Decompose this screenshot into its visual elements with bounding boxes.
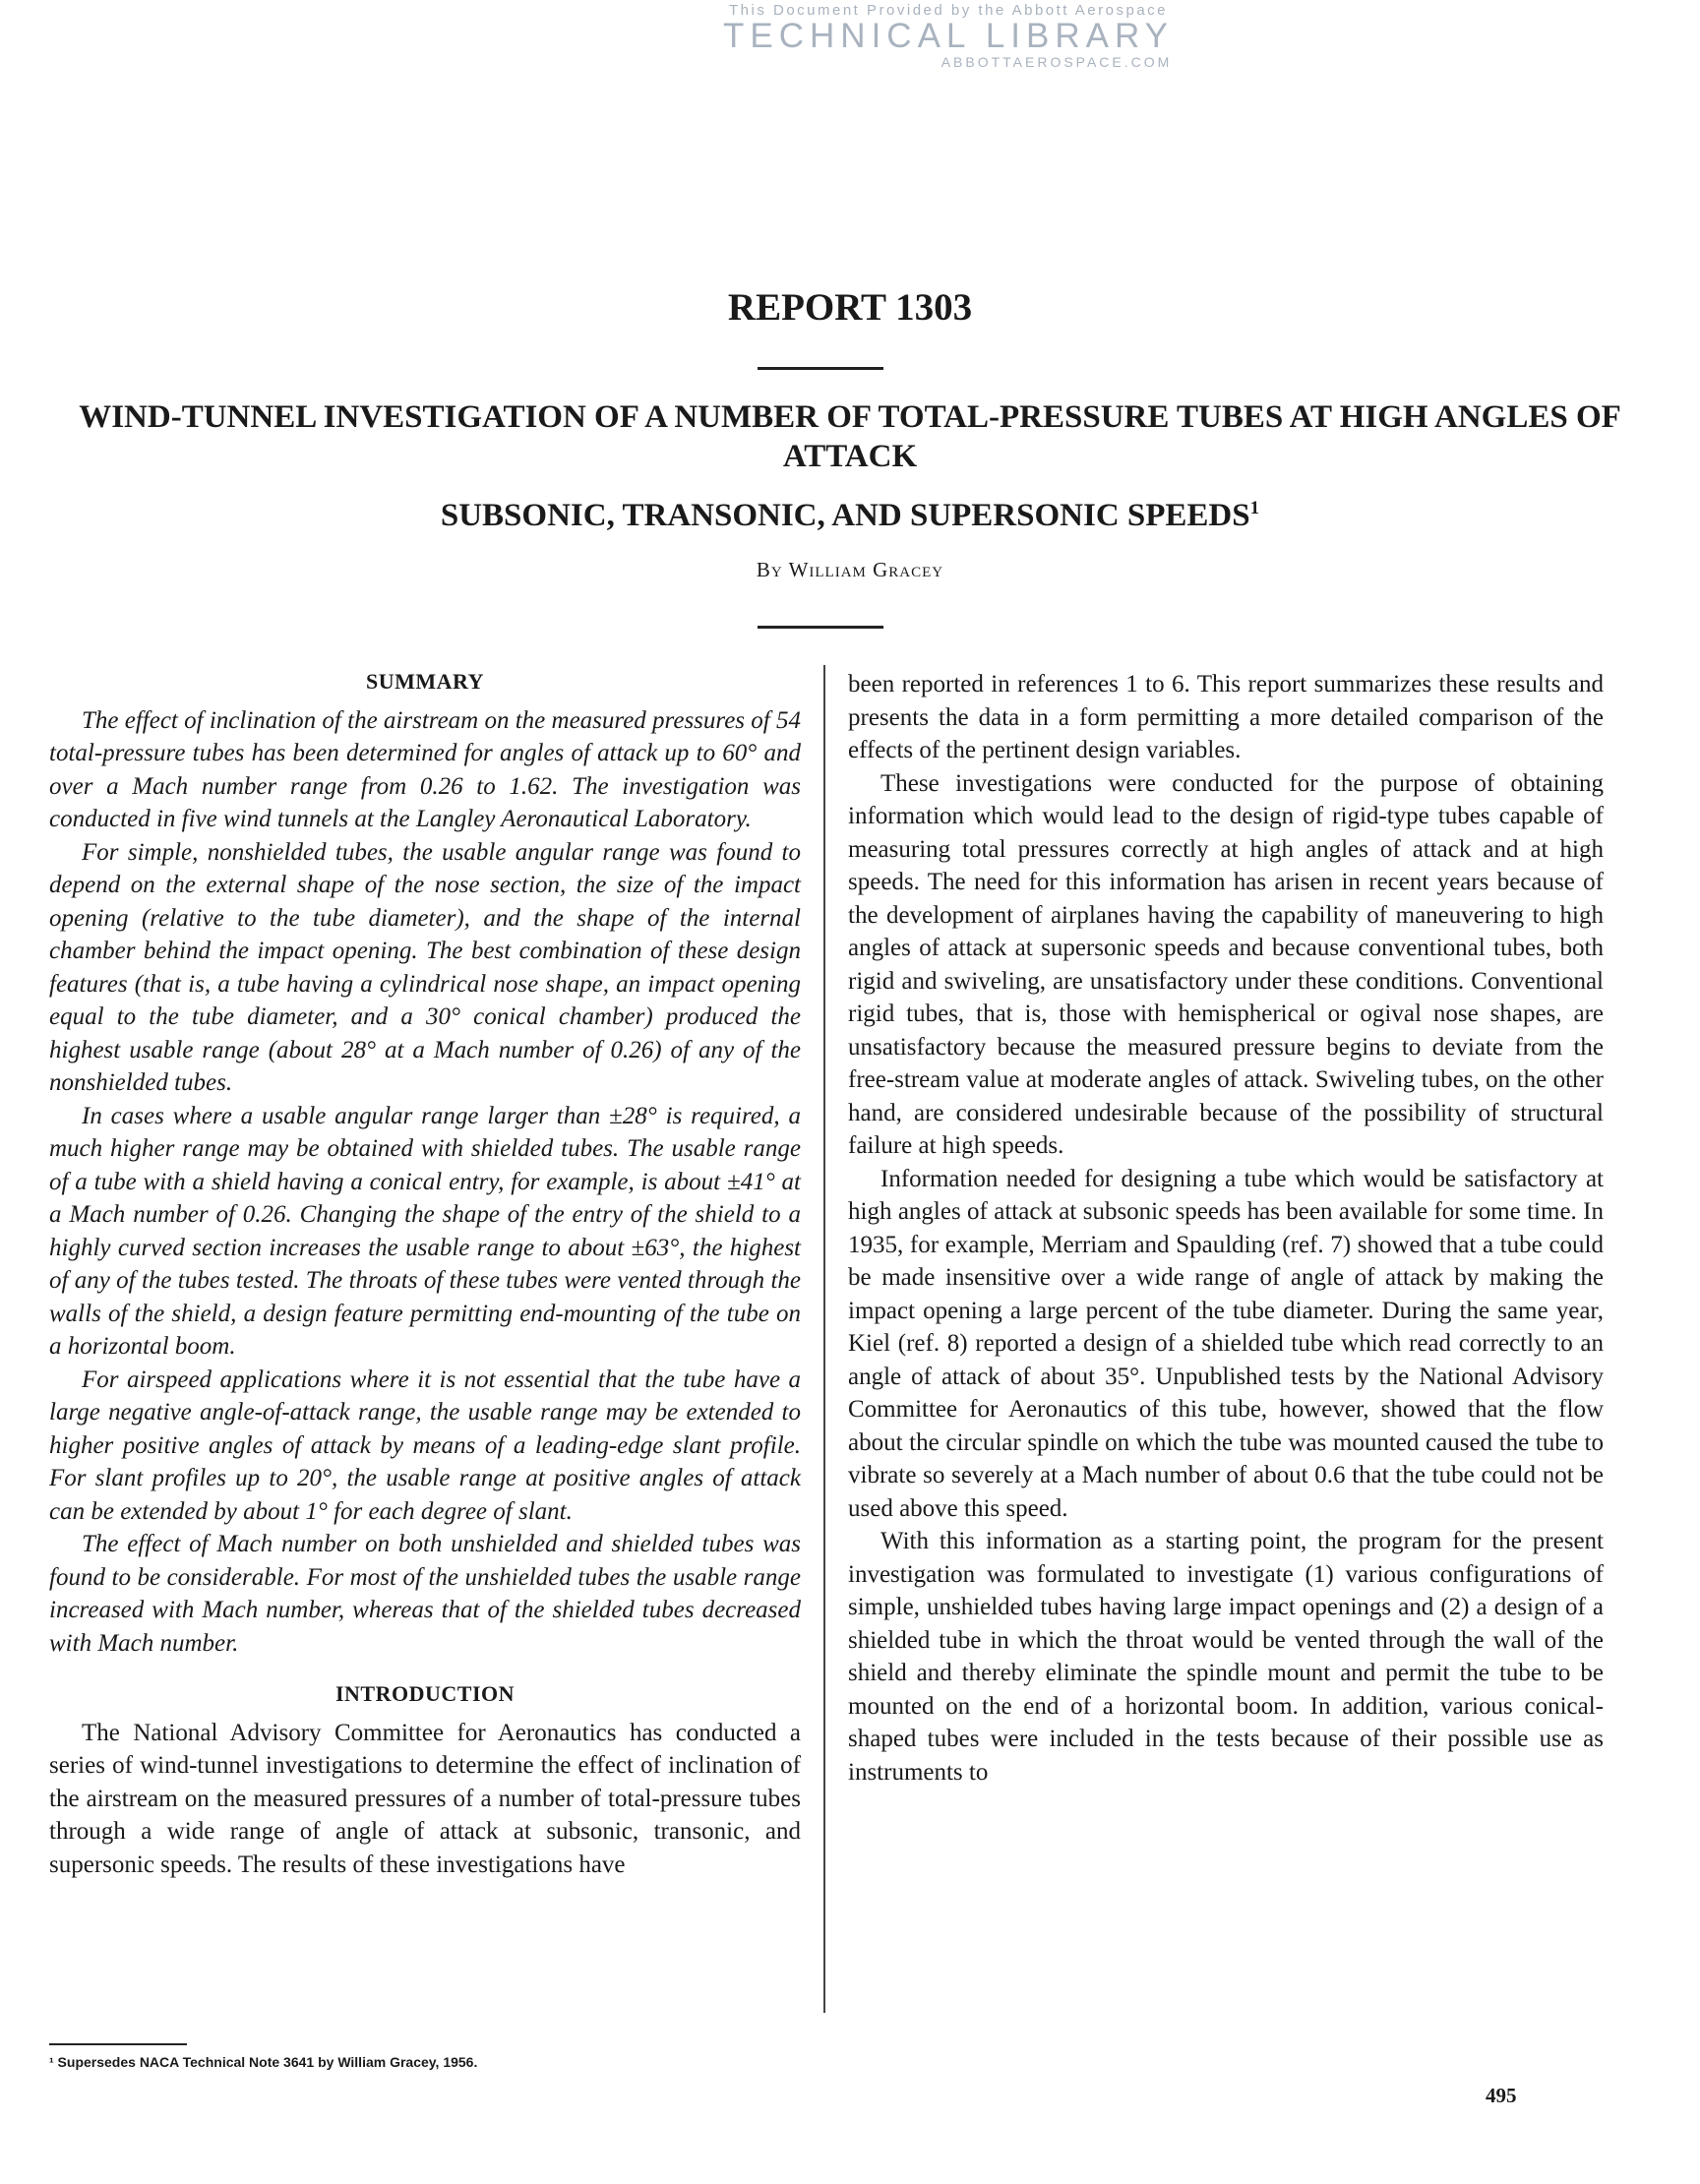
footnote-divider	[49, 2043, 187, 2045]
left-column	[49, 665, 801, 1881]
report-title: WIND-TUNNEL INVESTIGATION OF A NUMBER OF TOTAL-PRESSURE TUBES AT HIGH ANGLES OF ATTACK	[79, 399, 1621, 474]
introduction-heading: INTRODUCTION	[334, 1681, 516, 1706]
summary-paragraph: For airspeed applications where it is not essential that the tube have a large negative angle-of-attack range, the usable range may be extended to higher positive angles of attack by means of a leading-edge slant profile. For slant profiles up to 20°, the usable range at positive angles of attack can be extended by about 1° for each degree of slant.	[49, 1365, 801, 1525]
page-number: 495	[1486, 2084, 1517, 2107]
introduction-paragraph: These investigations were conducted for the purpose of obtaining information which would lead to the design of rigid-type tubes capable of measuring total pressures correctly at high angles of attack and at high speeds. The need for this information has arisen in recent years because of the development of airplanes having the capability of maneuvering to high angles of attack at supersonic speeds and because conventional tubes, both rigid and swiveling, are unsatisfactory under these conditions. Conventional rigid tubes, that is, those with hemispherical or ogival nose shapes, are unsatisfactory because the measured pressure begins to deviate from the free-stream value at moderate angles of attack. Swiveling tubes, on the other hand, are considered undesirable because of the possibility of structural failure at high speeds.	[848, 769, 1604, 1159]
report-subtitle	[0, 498, 1700, 534]
footnote: ¹ Supersedes NACA Technical Note 3641 by William Gracey, 1956.	[49, 2054, 478, 2070]
summary-heading: SUMMARY	[365, 669, 485, 694]
report-number: REPORT 1303	[727, 286, 973, 329]
column-divider	[823, 665, 825, 2013]
subtitle-footnote-mark: 1	[1249, 498, 1260, 518]
summary-paragraph: The effect of Mach number on both unshielded and shielded tubes was found to be considerable. For most of the unshielded tubes the usable range increased with Mach number, whereas that of the shielded tubes decreased with Mach number.	[49, 1531, 801, 1657]
introduction-paragraph: The National Advisory Committee for Aeronautics has conducted a series of wind-tunnel investigations to determine the effect of inclination of the airstream on the measured pressures of a number of total-pressure tubes through a wide range of angle of attack at subsonic, transonic, and supersonic speeds. The results of these investigations have	[49, 1719, 801, 1878]
summary-paragraph: The effect of inclination of the airstream on the measured pressures of 54 total-pressure tubes has been determined for angles of attack up to 60° and over a Mach number range from 0.26 to 1.62. The investigation was conducted in five wind tunnels at the Langley Aeronautical Laboratory.	[49, 706, 801, 832]
watermark-title: TECHNICAL LIBRARY	[723, 17, 1174, 55]
watermark-provider-line: This Document Provided by the Abbott Aerospace	[728, 2, 1169, 19]
author-byline: By William Gracey	[756, 558, 944, 581]
introduction-continuation: been reported in references 1 to 6. This report summarizes these results and presents the data in a form permitting a more detailed comparison of the effects of the pertinent design variables.	[848, 671, 1604, 763]
watermark-url: ABBOTTAEROSPACE.COM	[941, 54, 1173, 70]
introduction-paragraph: Information needed for designing a tube which would be satisfactory at high angles of attack at subsonic speeds has been available for some time. In 1935, for example, Merriam and Spaulding (ref. 7) showed that a tube could be made insensitive over a wide range of angle of attack by making the impact opening a large percent of the tube diameter. During the same year, Kiel (ref. 8) reported a design of a shielded tube which read correctly to an angle of attack of about 35°. Unpublished tests by the National Advisory Committee for Aeronautics of this tube, however, showed that the flow about the circular spindle on which the tube was mounted caused the tube to vibrate so severely at a Mach number of about 0.6 that the tube could not be used above this speed.	[848, 1165, 1604, 1522]
title-divider-bottom	[758, 626, 883, 629]
introduction-paragraph: With this information as a starting point, the program for the present investigation was formulated to investigate (1) various configurations of simple, unshielded tubes having large impact openings and (2) a design of a shielded tube in which the throat would be vented through the wall of the shield and thereby eliminate the spindle mount and permit the tube to be mounted on the end of a horizontal boom. In addition, various conical-shaped tubes were included in the tests because of their possible use as instruments to	[848, 1528, 1604, 1786]
summary-paragraph: In cases where a usable angular range larger than ±28° is required, a much higher range may be obtained with shielded tubes. The usable range of a tube with a shield having a conical entry, for example, is about ±41° at a Mach number of 0.26. Changing the shape of the entry of the shield to a highly curved section increases the usable range to about ±63°, the highest of any of the tubes tested. The throats of these tubes were vented through the walls of the shield, a design feature permitting end-mounting of the tube on a horizontal boom.	[49, 1102, 801, 1360]
summary-body	[49, 704, 801, 1661]
title-divider-top	[758, 367, 883, 370]
summary-paragraph: For simple, nonshielded tubes, the usable angular range was found to depend on the external shape of the nose section, the size of the impact opening (relative to the tube diameter), and the shape of the internal chamber behind the impact opening. The best combination of these design features (that is, a tube having a cylindrical nose shape, an impact opening equal to the tube diameter, and a 30° conical chamber) produced the highest usable range (about 28° at a Mach number of 0.26) of any of the nonshielded tubes.	[49, 838, 801, 1096]
watermark	[0, 2, 1700, 70]
subtitle-text: SUBSONIC, TRANSONIC, AND SUPERSONIC SPEEDS	[440, 498, 1250, 533]
right-column	[848, 668, 1604, 1789]
